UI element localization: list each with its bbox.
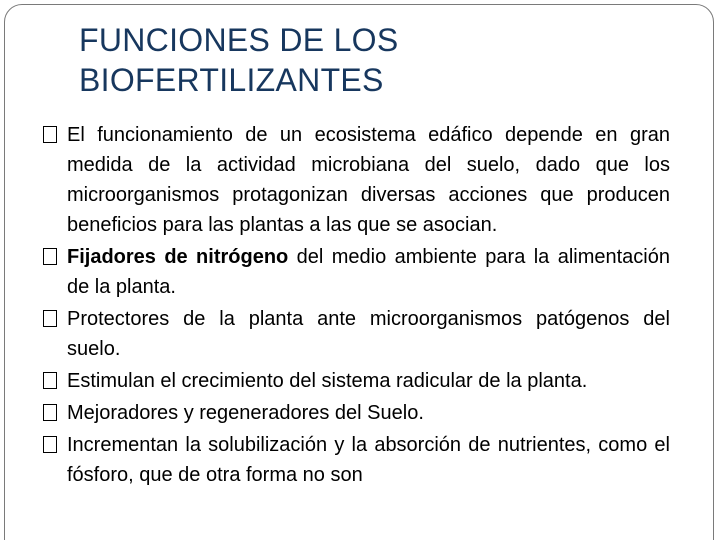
bullet-item [43, 120, 670, 240]
bullet-item [43, 304, 670, 364]
square-bullet-icon [43, 436, 57, 453]
title-line-2: BIOFERTILIZANTES [79, 62, 384, 98]
square-bullet-icon [43, 126, 57, 143]
bullet-list [43, 120, 670, 492]
bullet-item [43, 430, 670, 490]
bullet-text: del medio ambiente para la alimentación de la planta. [67, 246, 670, 298]
square-bullet-icon [43, 404, 57, 421]
square-bullet-icon [43, 248, 57, 265]
bullet-text: Incrementan la solubilización y la absorción de nutrientes, como el fósforo, que de otra forma no son [67, 434, 670, 486]
slide-title [79, 20, 679, 100]
square-bullet-icon [43, 310, 57, 327]
bullet-item [43, 366, 670, 396]
bullet-text: Protectores de la planta ante microorganismos patógenos del suelo. [67, 308, 670, 360]
bullet-text: Mejoradores y regeneradores del Suelo. [67, 402, 424, 424]
bullet-bold-text: Fijadores de nitrógeno [67, 246, 289, 268]
bullet-item [43, 242, 670, 302]
title-line-1: FUNCIONES DE LOS [79, 22, 399, 58]
bullet-item [43, 398, 670, 428]
square-bullet-icon [43, 372, 57, 389]
bullet-text: El funcionamiento de un ecosistema edáfico depende en gran medida de la actividad microbiana del suelo, dado que los microorganismos protagonizan diversas acciones que producen beneficios para las plantas a las que se asocian. [67, 124, 670, 236]
bullet-text: Estimulan el crecimiento del sistema radicular de la planta. [67, 370, 588, 392]
